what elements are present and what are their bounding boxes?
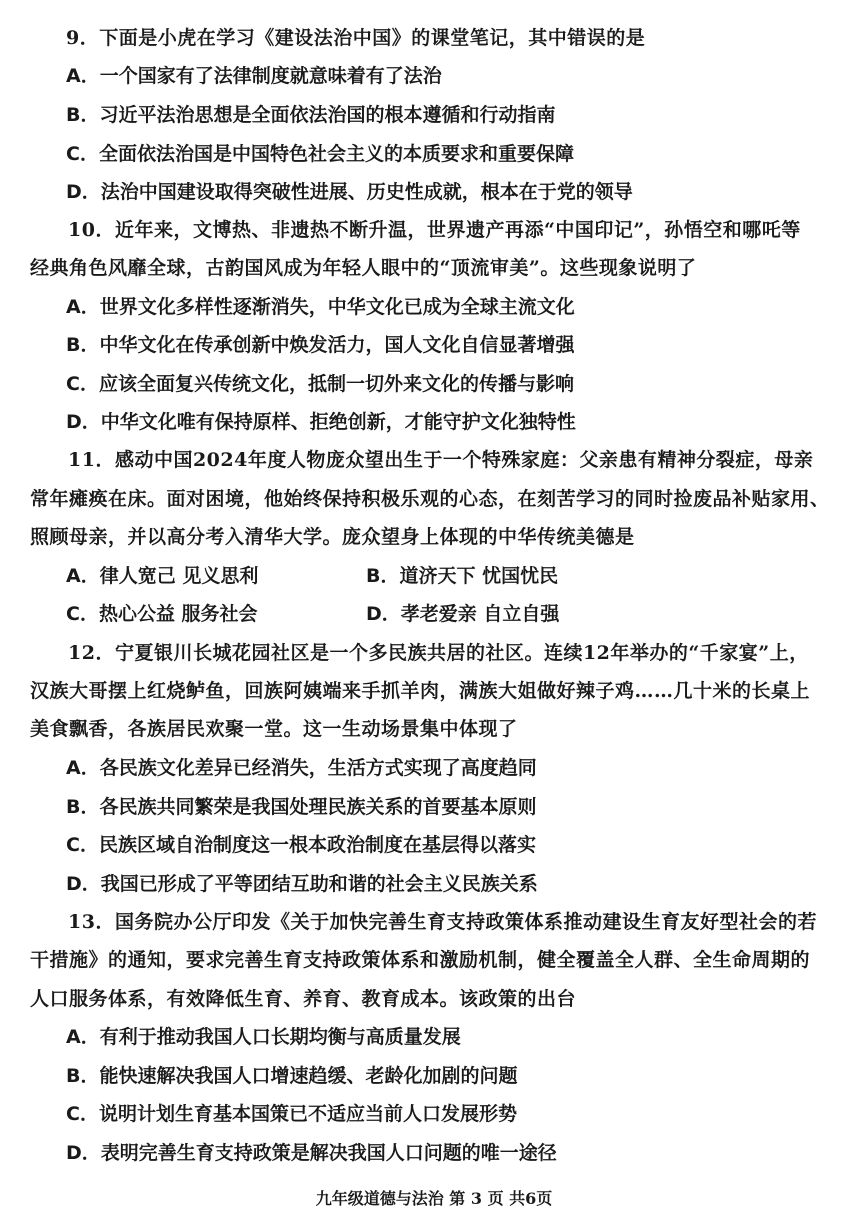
q12-stem-line2: 汉族大哥摆上红烧鲈鱼，回族阿姨端来手抓羊肉，满族大姐做好辣子鸡……几十米的长桌上 (30, 680, 811, 702)
q11-option-a: A．律人宽己 见义思利 (66, 565, 259, 587)
q10-stem-line2: 经典角色风靡全球，古韵国风成为年轻人眼中的“顶流审美”。这些现象说明了 (30, 257, 697, 279)
q11-option-d: D．孝老爱亲 自立自强 (366, 603, 560, 625)
q12-option-c: C．民族区域自治制度这一根本政治制度在基层得以落实 (66, 834, 536, 856)
q12-option-d: D．我国已形成了平等团结互助和谐的社会主义民族关系 (66, 873, 538, 895)
q9-option-c: C．全面依法治国是中国特色社会主义的本质要求和重要保障 (66, 143, 574, 165)
q10-stem-line1: 10．近年来，文博热、非遗热不断升温，世界遗产再添“中国印记”，孙悟空和哪吒等 (68, 219, 801, 241)
q13-stem-line1: 13．国务院办公厅印发《关于加快完善生育支持政策体系推动建设生育友好型社会的若 (68, 911, 817, 933)
q9-stem: 9．下面是小虎在学习《建设法治中国》的课堂笔记，其中错误的是 (66, 27, 646, 49)
q12-option-a: A．各民族文化差异已经消失，生活方式实现了高度趋同 (66, 757, 537, 779)
q11-option-c: C．热心公益 服务社会 (66, 603, 258, 625)
q10-option-c: C．应该全面复兴传统文化，抵制一切外来文化的传播与影响 (66, 373, 574, 395)
q13-option-c: C．说明计划生育基本国策已不适应当前人口发展形势 (66, 1103, 517, 1125)
q9-option-a: A．一个国家有了法律制度就意味着有了法治 (66, 65, 442, 87)
q11-stem-line2: 常年瘫痪在床。面对困境，他始终保持积极乐观的心态，在刻苦学习的同时捡废品补贴家用、 (30, 488, 830, 510)
q13-stem-line2: 干措施》的通知，要求完善生育支持政策体系和激励机制，健全覆盖全人群、全生命周期的 (30, 949, 811, 971)
q10-option-d: D．中华文化唯有保持原样、拒绝创新，才能守护文化独特性 (66, 411, 576, 433)
q9-option-b: B．习近平法治思想是全面依法治国的根本遵循和行动指南 (66, 104, 556, 126)
q13-option-d: D．表明完善生育支持政策是解决我国人口问题的唯一途径 (66, 1142, 557, 1164)
q10-option-b: B．中华文化在传承创新中焕发活力，国人文化自信显著增强 (66, 334, 575, 356)
page-footer: 九年级道德与法治 第 3 页 共6页 (315, 1189, 553, 1208)
q12-stem-line3: 美食飘香，各族居民欢聚一堂。这一生动场景集中体现了 (30, 718, 518, 740)
q11-stem-line3: 照顾母亲，并以高分考入清华大学。庞众望身上体现的中华传统美德是 (30, 526, 635, 548)
q13-option-b: B．能快速解决我国人口增速趋缓、老龄化加剧的问题 (66, 1065, 518, 1087)
q13-option-a: A．有利于推动我国人口长期均衡与高质量发展 (66, 1026, 461, 1048)
q12-option-b: B．各民族共同繁荣是我国处理民族关系的首要基本原则 (66, 796, 537, 818)
q11-stem-line1: 11．感动中国2024年度人物庞众望出生于一个特殊家庭：父亲患有精神分裂症，母亲 (68, 449, 814, 471)
q11-option-b: B．道济天下 忧国忧民 (366, 565, 559, 587)
q13-stem-line3: 人口服务体系，有效降低生育、养育、教育成本。该政策的出台 (30, 988, 577, 1010)
q10-option-a: A．世界文化多样性逐渐消失，中华文化已成为全球主流文化 (66, 296, 575, 318)
q12-stem-line1: 12．宁夏银川长城花园社区是一个多民族共居的社区。连续12年举办的“千家宴”上， (68, 642, 809, 664)
q9-option-d: D．法治中国建设取得突破性进展、历史性成就，根本在于党的领导 (66, 181, 633, 203)
